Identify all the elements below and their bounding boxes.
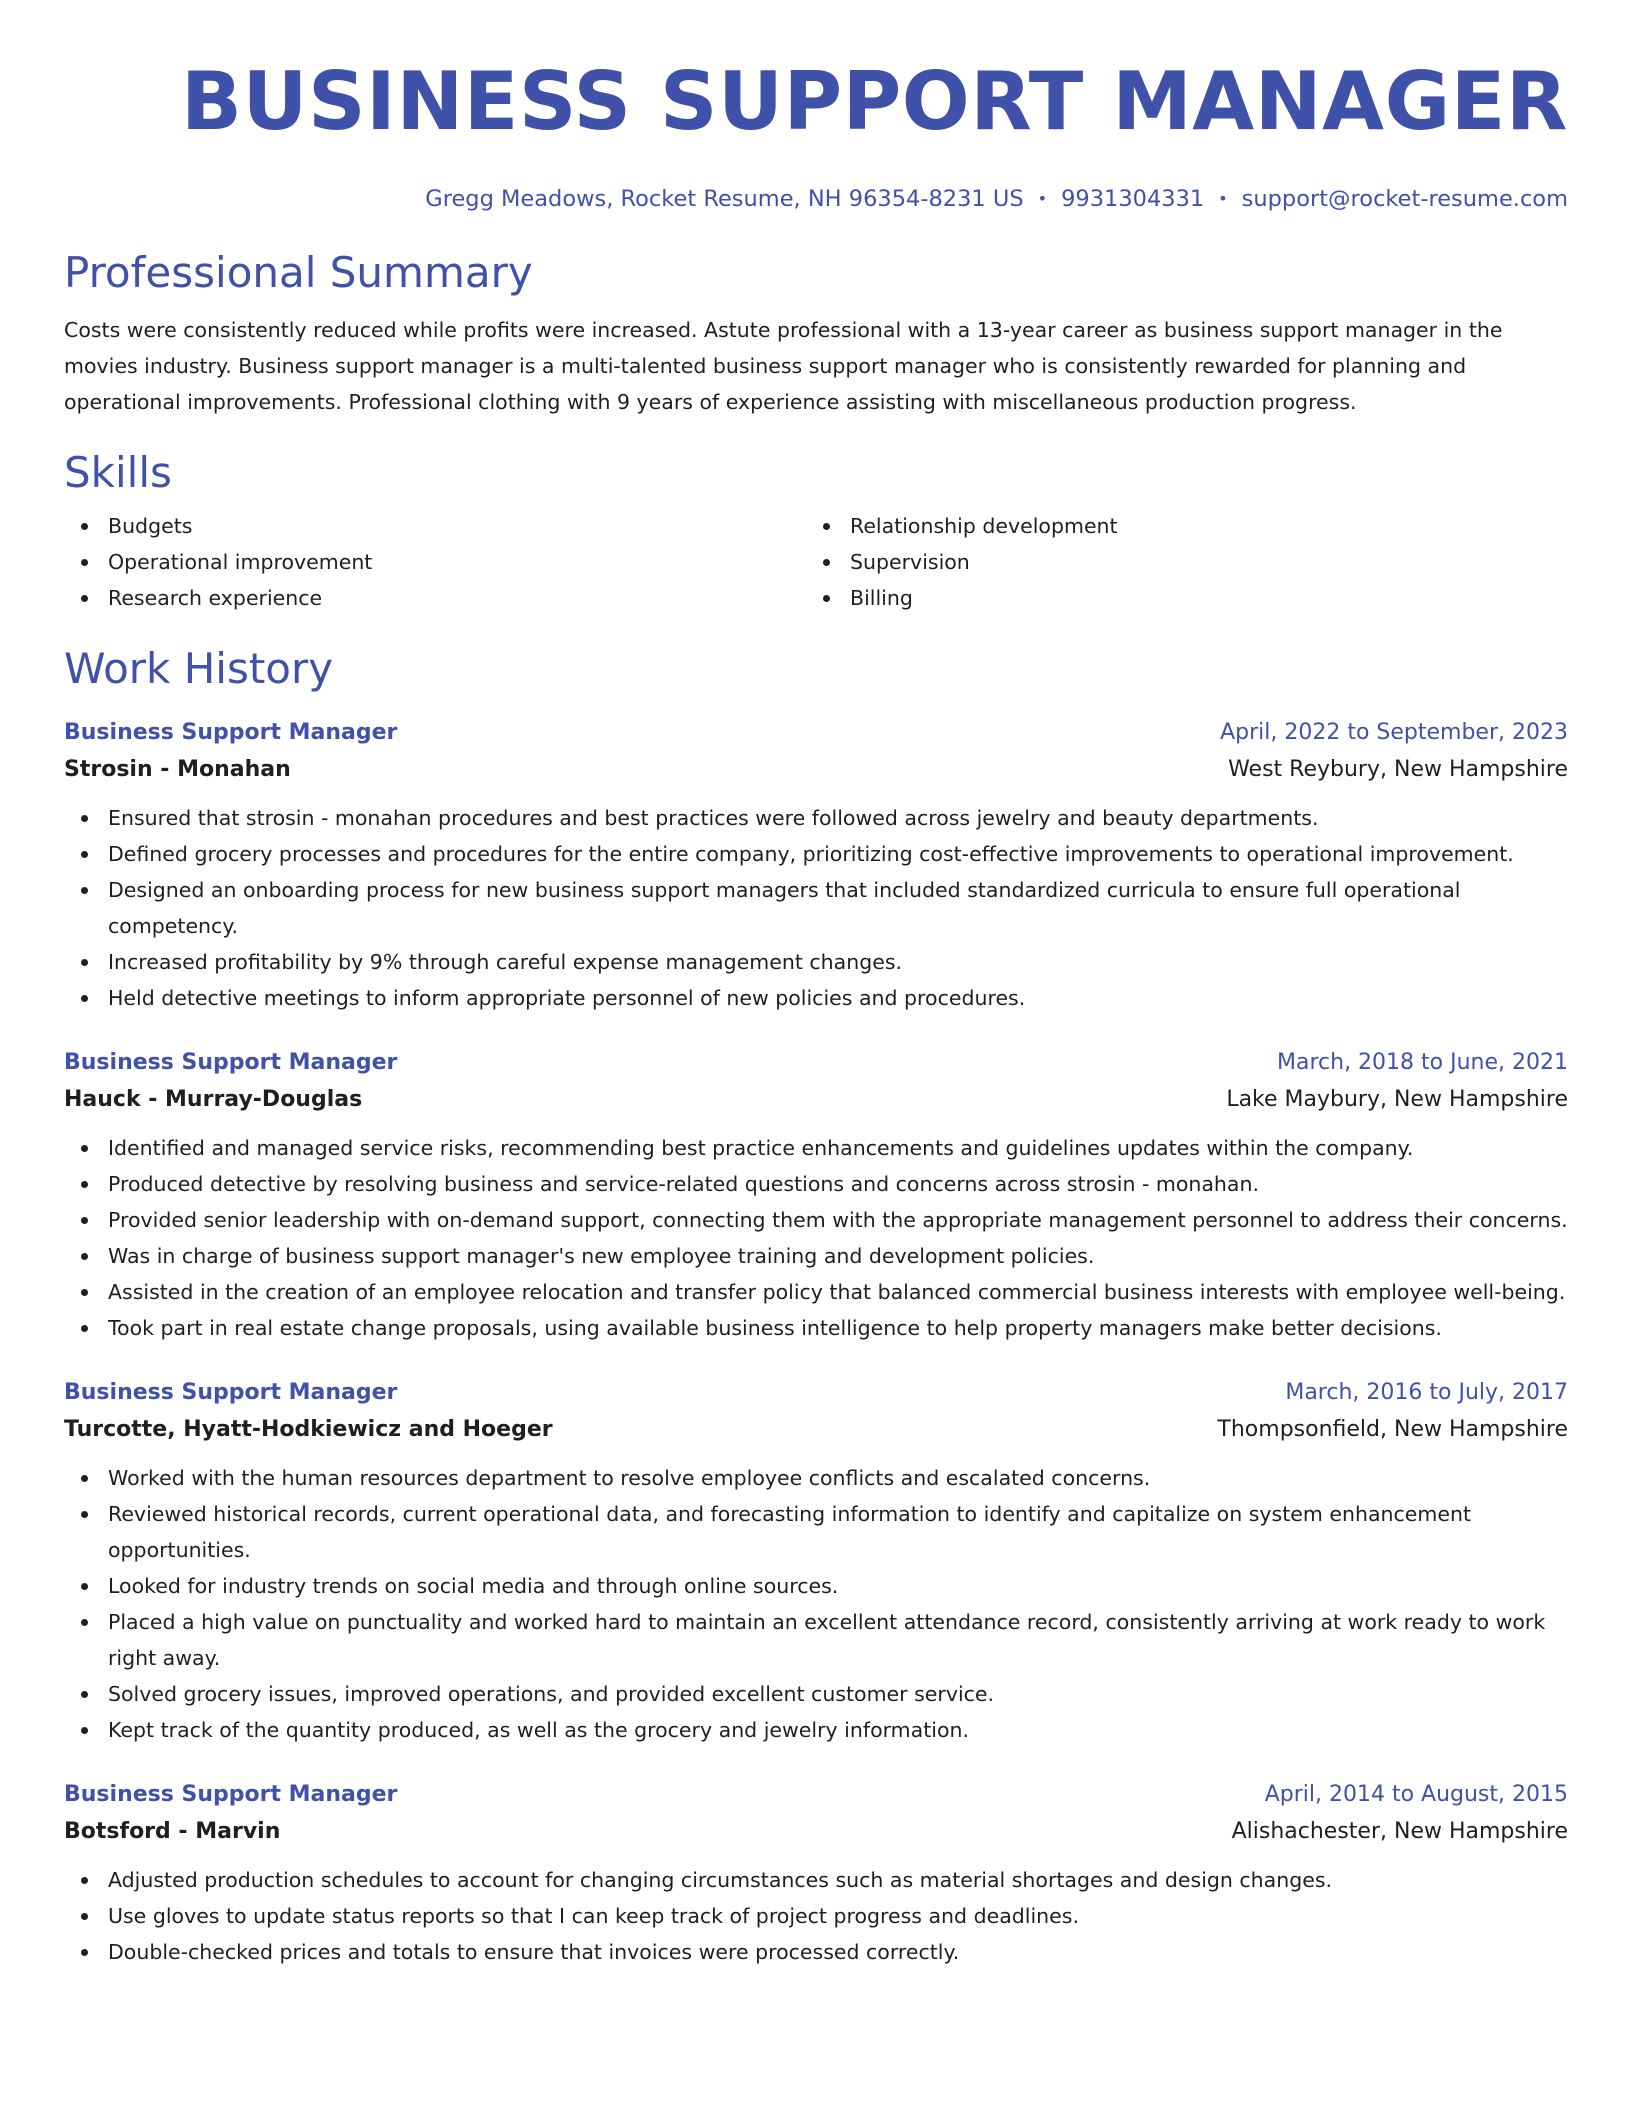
job-bullet: Assisted in the creation of an employee relocation and transfer policy that balanced commercial business interests with employee well-being. bbox=[64, 1274, 1568, 1310]
contact-email[interactable]: support@rocket-resume.com bbox=[1241, 186, 1568, 212]
skill-item: Research experience bbox=[64, 580, 806, 616]
skill-item: Operational improvement bbox=[64, 544, 806, 580]
job-bullet: Ensured that strosin - monahan procedures and best practices were followed across jewelry and beauty departments. bbox=[64, 800, 1568, 836]
job-bullet: Worked with the human resources department to resolve employee conflicts and escalated concerns. bbox=[64, 1460, 1568, 1496]
job-company: Botsford - Marvin bbox=[64, 1819, 281, 1844]
job-title: Business Support Manager bbox=[64, 720, 398, 745]
contact-line bbox=[64, 182, 1568, 216]
job-location: Thompsonfield, New Hampshire bbox=[1217, 1417, 1568, 1442]
job-company: Hauck - Murray-Douglas bbox=[64, 1087, 363, 1112]
job-bullet: Was in charge of business support manager's new employee training and development policies. bbox=[64, 1238, 1568, 1274]
job-entry bbox=[64, 1046, 1568, 1346]
summary-heading: Professional Summary bbox=[64, 248, 533, 297]
job-entry bbox=[64, 1778, 1568, 1970]
contact-separator: • bbox=[1037, 189, 1048, 208]
job-header bbox=[64, 1046, 1568, 1080]
job-bullets bbox=[64, 1862, 1568, 1970]
job-bullet: Kept track of the quantity produced, as well as the grocery and jewelry information. bbox=[64, 1712, 1568, 1748]
job-bullet: Increased profitability by 9% through careful expense management changes. bbox=[64, 944, 1568, 980]
job-bullet: Held detective meetings to inform appropriate personnel of new policies and procedures. bbox=[64, 980, 1568, 1016]
job-dates: April, 2014 to August, 2015 bbox=[1264, 1782, 1568, 1807]
skills-list bbox=[64, 508, 1568, 616]
job-bullet: Double-checked prices and totals to ensure that invoices were processed correctly. bbox=[64, 1934, 1568, 1970]
job-bullet: Reviewed historical records, current operational data, and forecasting information to identify and capitalize on system enhancement opportunities. bbox=[64, 1496, 1568, 1568]
skill-item: Budgets bbox=[64, 508, 806, 544]
job-header bbox=[64, 716, 1568, 750]
job-subheader bbox=[64, 1410, 1568, 1450]
resume-title: BUSINESS SUPPORT MANAGER bbox=[181, 55, 1568, 148]
job-bullet: Identified and managed service risks, recommending best practice enhancements and guidelines updates within the company. bbox=[64, 1130, 1568, 1166]
skill-item: Supervision bbox=[806, 544, 1548, 580]
skills-column-right bbox=[806, 508, 1548, 616]
job-header bbox=[64, 1778, 1568, 1812]
job-bullets bbox=[64, 1460, 1568, 1748]
contact-separator: • bbox=[1218, 189, 1228, 208]
contact-phone[interactable]: 9931304331 bbox=[1061, 186, 1205, 212]
job-location: Alishachester, New Hampshire bbox=[1231, 1819, 1568, 1844]
job-subheader bbox=[64, 1080, 1568, 1120]
skills-column-left bbox=[64, 508, 806, 616]
job-dates: March, 2018 to June, 2021 bbox=[1277, 1050, 1568, 1075]
job-location: Lake Maybury, New Hampshire bbox=[1226, 1087, 1568, 1112]
job-bullet: Use gloves to update status reports so that I can keep track of project progress and deadlines. bbox=[64, 1898, 1568, 1934]
job-bullet: Defined grocery processes and procedures for the entire company, prioritizing cost-effective improvements to operational improvement. bbox=[64, 836, 1568, 872]
job-title: Business Support Manager bbox=[64, 1380, 398, 1405]
skills-heading: Skills bbox=[64, 448, 172, 497]
contact-address: Gregg Meadows, Rocket Resume, NH 96354-8231 US bbox=[425, 186, 1024, 212]
job-header bbox=[64, 1376, 1568, 1410]
job-dates: April, 2022 to September, 2023 bbox=[1220, 720, 1568, 745]
job-dates: March, 2016 to July, 2017 bbox=[1285, 1380, 1568, 1405]
skill-item: Relationship development bbox=[806, 508, 1548, 544]
job-bullet: Took part in real estate change proposals, using available business intelligence to help property managers make better decisions. bbox=[64, 1310, 1568, 1346]
job-bullet: Placed a high value on punctuality and worked hard to maintain an excellent attendance record, consistently arriving at work ready to work right away. bbox=[64, 1604, 1568, 1676]
work-history-heading: Work History bbox=[64, 644, 334, 693]
job-bullet: Produced detective by resolving business and service-related questions and concerns across strosin - monahan. bbox=[64, 1166, 1568, 1202]
job-subheader bbox=[64, 1812, 1568, 1852]
job-entry bbox=[64, 716, 1568, 1016]
job-bullets bbox=[64, 800, 1568, 1016]
job-bullet: Looked for industry trends on social media and through online sources. bbox=[64, 1568, 1568, 1604]
job-bullets bbox=[64, 1130, 1568, 1346]
skill-item: Billing bbox=[806, 580, 1548, 616]
job-bullet: Solved grocery issues, improved operations, and provided excellent customer service. bbox=[64, 1676, 1568, 1712]
job-company: Strosin - Monahan bbox=[64, 757, 291, 782]
job-bullet: Designed an onboarding process for new business support managers that included standardized curricula to ensure full operational competency. bbox=[64, 872, 1568, 944]
job-title: Business Support Manager bbox=[64, 1050, 398, 1075]
job-location: West Reybury, New Hampshire bbox=[1228, 757, 1568, 782]
job-bullet: Provided senior leadership with on-demand support, connecting them with the appropriate management personnel to address their concerns. bbox=[64, 1202, 1568, 1238]
job-company: Turcotte, Hyatt-Hodkiewicz and Hoeger bbox=[64, 1417, 553, 1442]
job-entry bbox=[64, 1376, 1568, 1748]
summary-text: Costs were consistently reduced while profits were increased. Astute professional with a 13-year career as business support manager in the movies industry. Business support manager is a multi-talented business support manager who is consistently rewarded for planning and operational improvements. Professional clothing with 9 years of experience assisting with miscellaneous production progress. bbox=[64, 318, 1503, 414]
job-bullet: Adjusted production schedules to account for changing circumstances such as material shortages and design changes. bbox=[64, 1862, 1568, 1898]
job-subheader bbox=[64, 750, 1568, 790]
job-title: Business Support Manager bbox=[64, 1782, 398, 1807]
